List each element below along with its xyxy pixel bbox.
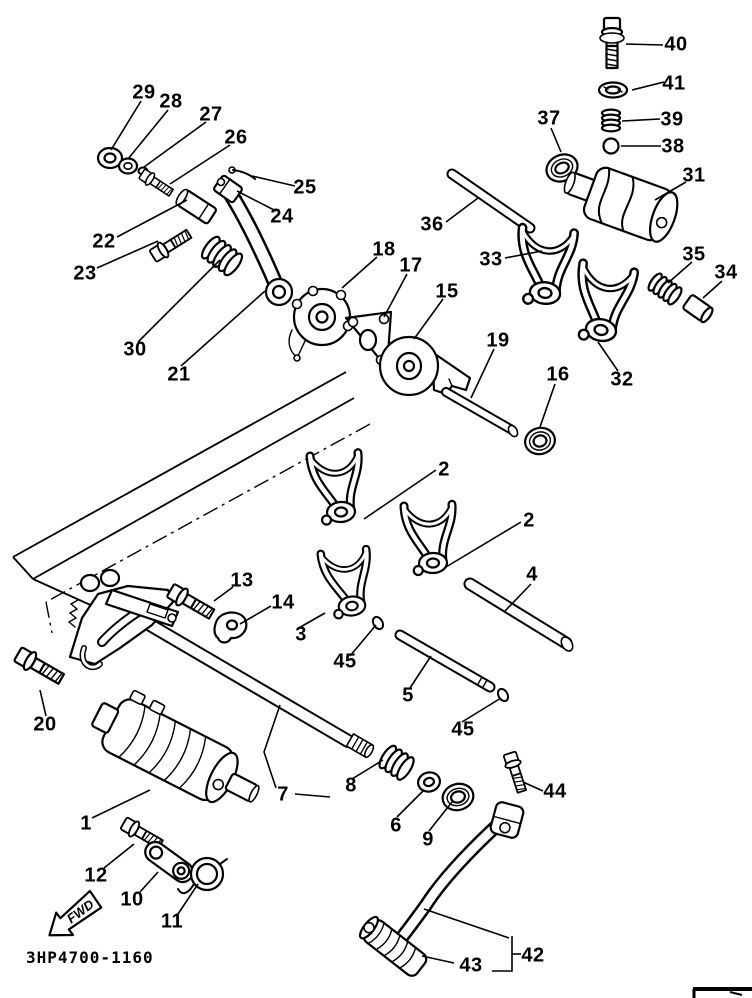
shaft-19 bbox=[446, 392, 519, 438]
part-label-26: 26 bbox=[224, 126, 248, 149]
collar-22 bbox=[174, 188, 217, 225]
washer-28 bbox=[119, 159, 137, 174]
part-label-1: 1 bbox=[80, 812, 92, 835]
bolt-44 bbox=[502, 751, 530, 794]
diagram-part-code: 3HP4700-1160 bbox=[26, 948, 154, 967]
part-label-42: 42 bbox=[521, 944, 545, 967]
shift-pedal-42 bbox=[357, 801, 525, 979]
shift-fork-2a bbox=[310, 453, 363, 526]
inset-box-corner bbox=[693, 989, 752, 998]
part-label-45a: 45 bbox=[333, 650, 357, 673]
stopper-plate-14 bbox=[215, 613, 247, 643]
shift-arm-21 bbox=[213, 175, 292, 305]
collar-34 bbox=[682, 294, 714, 324]
washer-41 bbox=[599, 83, 627, 98]
part-label-15: 15 bbox=[435, 280, 459, 303]
part-label-9: 9 bbox=[422, 828, 434, 851]
part-label-35: 35 bbox=[682, 243, 706, 266]
part-label-29: 29 bbox=[132, 81, 156, 104]
part-label-19: 19 bbox=[486, 329, 510, 352]
spring-8 bbox=[377, 743, 417, 782]
fwd-arrow bbox=[41, 889, 105, 947]
part-label-21: 21 bbox=[167, 363, 191, 386]
link-lever-10 bbox=[141, 838, 196, 886]
rod-36 bbox=[452, 174, 530, 228]
part-label-27: 27 bbox=[199, 103, 223, 126]
part-label-4: 4 bbox=[526, 563, 538, 586]
part-label-14: 14 bbox=[271, 591, 295, 614]
ball-38 bbox=[604, 139, 619, 154]
part-label-11: 11 bbox=[160, 910, 184, 933]
pin-25 bbox=[229, 167, 255, 179]
fork-shaft-5 bbox=[400, 635, 490, 687]
part-label-41: 41 bbox=[662, 72, 686, 95]
part-label-6: 6 bbox=[390, 814, 402, 837]
bolt-20 bbox=[13, 645, 66, 687]
part-label-8: 8 bbox=[345, 774, 357, 797]
spring-30 bbox=[199, 234, 245, 278]
part-label-33: 33 bbox=[479, 248, 503, 271]
part-label-40: 40 bbox=[664, 33, 688, 56]
fork-shaft-4 bbox=[470, 584, 575, 653]
part-label-32: 32 bbox=[610, 368, 634, 391]
construction-lines bbox=[13, 372, 370, 633]
part-label-10: 10 bbox=[120, 888, 144, 911]
part-label-39: 39 bbox=[660, 108, 684, 131]
part-label-23: 23 bbox=[73, 262, 97, 285]
part-label-24: 24 bbox=[270, 205, 294, 228]
part-label-43: 43 bbox=[459, 954, 483, 977]
part-label-22: 22 bbox=[92, 230, 116, 253]
part-label-18: 18 bbox=[372, 238, 396, 261]
part-label-2a: 2 bbox=[438, 458, 450, 481]
part-label-28: 28 bbox=[159, 90, 183, 113]
part-label-37: 37 bbox=[537, 107, 561, 130]
part-label-44: 44 bbox=[543, 780, 567, 803]
shift-shaft-spring-body-1 bbox=[84, 680, 274, 821]
shift-fork-32 bbox=[570, 263, 634, 346]
part-label-13: 13 bbox=[230, 569, 254, 592]
washer-6 bbox=[416, 770, 442, 794]
part-label-45b: 45 bbox=[451, 718, 475, 741]
part-label-34: 34 bbox=[714, 261, 738, 284]
shift-fork-3 bbox=[321, 549, 373, 619]
part-label-30: 30 bbox=[123, 338, 147, 361]
shift-fork-33 bbox=[515, 228, 574, 308]
spring-35 bbox=[646, 272, 684, 307]
part-label-36: 36 bbox=[420, 213, 444, 236]
segment-cam-15 bbox=[380, 337, 470, 395]
fwd-label: FWD bbox=[63, 896, 97, 927]
part-label-5: 5 bbox=[402, 684, 414, 707]
part-label-7: 7 bbox=[277, 783, 289, 806]
part-label-25: 25 bbox=[293, 176, 317, 199]
bolt-40 bbox=[600, 18, 624, 68]
screw-26 bbox=[138, 168, 175, 199]
bolt-23 bbox=[148, 227, 193, 264]
shift-fork-2b bbox=[404, 504, 454, 575]
part-label-20: 20 bbox=[33, 713, 57, 736]
part-label-3: 3 bbox=[295, 623, 307, 646]
washer-16 bbox=[522, 425, 558, 458]
oil-seal-9 bbox=[440, 780, 477, 813]
part-label-31: 31 bbox=[682, 164, 706, 187]
part-label-12: 12 bbox=[84, 864, 108, 887]
part-label-38: 38 bbox=[661, 135, 685, 158]
spring-39 bbox=[602, 110, 620, 132]
part-label-2b: 2 bbox=[523, 509, 535, 532]
stopper-plate-18 bbox=[289, 287, 352, 362]
part-label-16: 16 bbox=[546, 363, 570, 386]
shift-pawl-assembly bbox=[69, 570, 178, 667]
part-label-17: 17 bbox=[399, 254, 423, 277]
